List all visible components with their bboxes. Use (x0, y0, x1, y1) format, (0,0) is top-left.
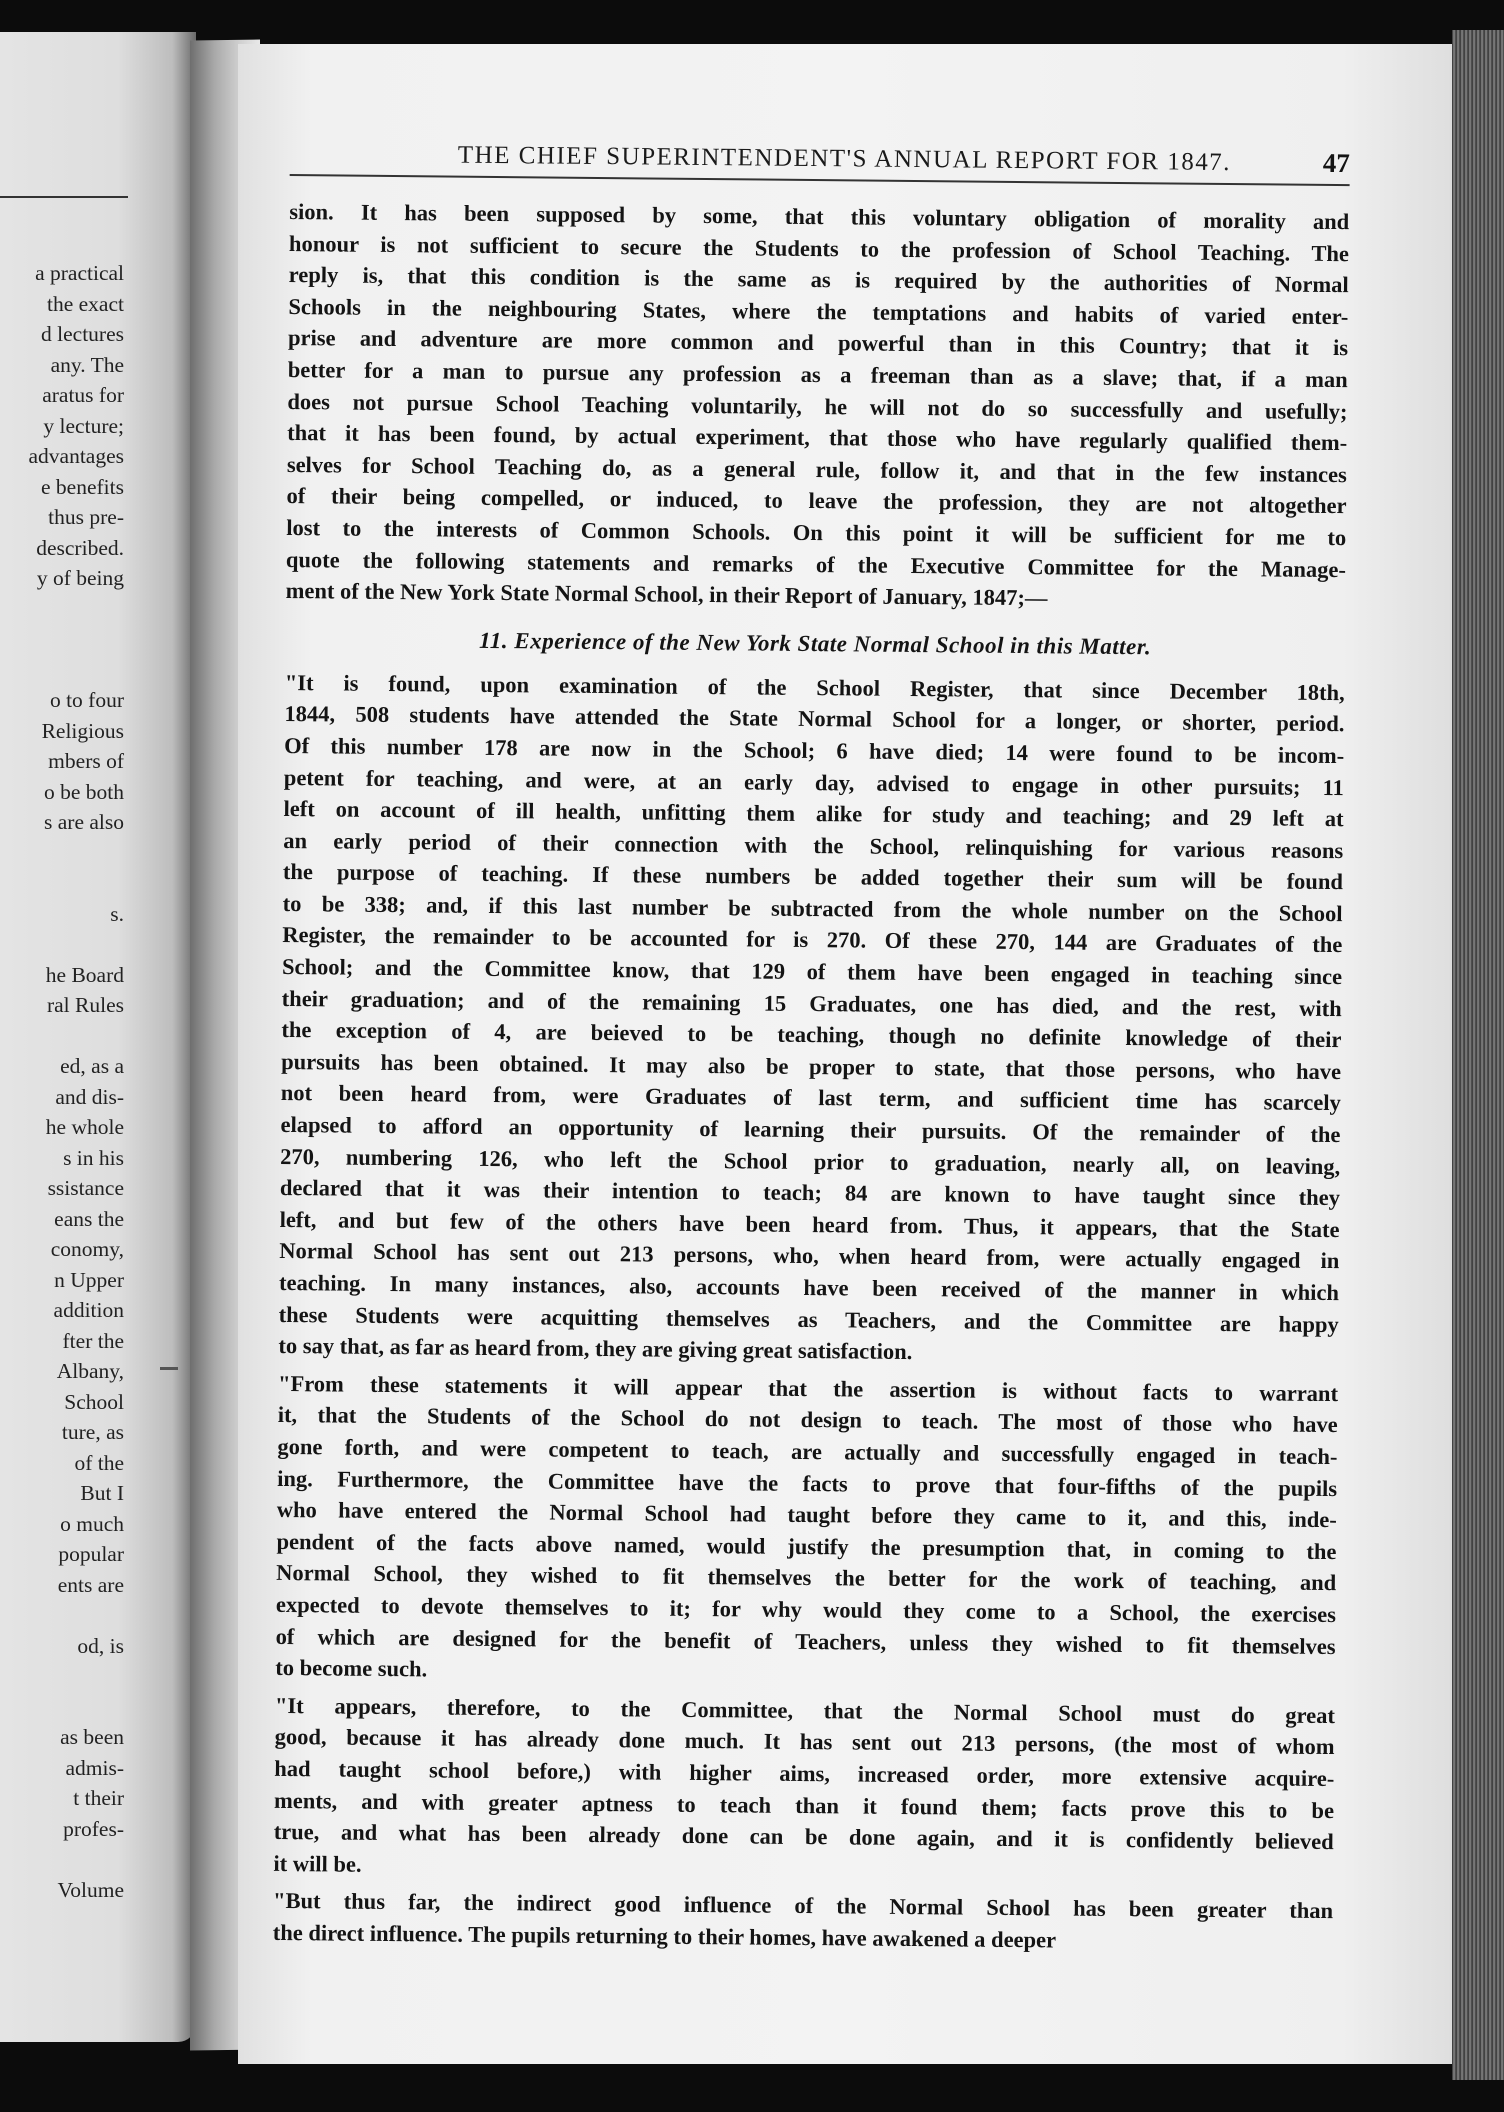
left-page-line: Religious (41, 718, 124, 743)
left-page-line: popular (58, 1542, 124, 1566)
paragraph-committee-conclusion (273, 1690, 1335, 1890)
left-page-line: aratus for (42, 383, 124, 407)
text-line: elapsed to afford an opportunity of learning their pursuits. Of the remainder of the (280, 1111, 1341, 1148)
text-line: 270, numbering 126, who left the School prior to graduation, nearly all, on leaving, (280, 1143, 1341, 1179)
text-line: the purpose of teaching. If these numbers be added together their sum will be found (282, 859, 1344, 895)
left-page-line (0, 1600, 124, 1631)
text-line: "It is found, upon examination of the School Register, that since December 18th, (284, 669, 1345, 705)
paragraph-statements (275, 1368, 1338, 1694)
left-page-line: School (64, 1389, 124, 1414)
page-content (273, 140, 1350, 1959)
left-page-line: s are also (44, 810, 124, 834)
left-page-line (0, 1021, 124, 1052)
text-line: to say that, as far as heard from, they are giving great satisfaction. (278, 1333, 913, 1365)
left-page-line: ssistance (47, 1176, 124, 1200)
left-page-line: fter the (62, 1328, 124, 1353)
left-page-line (0, 868, 124, 899)
left-page-line: d lectures (41, 322, 124, 346)
text-line: to be 338; and, if this last number be subtracted from the whole number on the School (282, 890, 1343, 927)
text-line: ments, and with greater aptness to teach than it found them; facts prove this to be (273, 1787, 1335, 1823)
text-line: prise and adventure are more common and powerful than in this Country; that it is (287, 325, 1349, 361)
text-line: Schools in the neighbouring States, where the temptations and habits of varied enter- (288, 293, 1349, 329)
text-line: of their being compelled, or induced, to leave the profession, they are not altogether (286, 483, 1347, 519)
text-line: had taught school before,) with higher aims, increased order, more extensive acquire- (274, 1755, 1335, 1792)
page-number: 47 (1322, 147, 1350, 179)
left-page-line: But I (80, 1481, 124, 1505)
left-page-line: ed, as a (60, 1054, 124, 1078)
body-text (273, 196, 1350, 1959)
paragraph-indirect-influence (273, 1885, 1334, 1958)
left-page-line: o much (60, 1511, 124, 1536)
left-page-line (0, 838, 124, 869)
text-line: an early period of their connection with the School, relinquishing for various reasons (283, 827, 1344, 863)
text-line: that it has been found, by actual experiment, that those who have regularly qualified them- (287, 420, 1348, 456)
left-page-header-rule (0, 196, 128, 198)
text-line: who have entered the Normal School had taught before they came to it, and this, inde- (276, 1497, 1337, 1533)
text-line: pursuits has been obtained. It may also be proper to state, that those persons, who have (281, 1048, 1342, 1084)
left-page-line: o be both (43, 779, 124, 804)
text-line: the exception of 4, are beieved to be teaching, though no definite knowledge of their (281, 1017, 1342, 1053)
left-page-line: of the (74, 1450, 124, 1475)
text-line: the direct influence. The pupils returning to their homes, have awakened a deeper (272, 1919, 1057, 1953)
text-line: quote the following statements and remarks of the Executive Committee for the Manage- (285, 546, 1347, 582)
section-heading: 11. Experience of the New York State Normal School in this Matter. (478, 627, 1152, 660)
left-page-line: a practical (35, 261, 124, 285)
left-page-line: addition (53, 1298, 124, 1322)
left-page-line: ral Rules (46, 993, 124, 1017)
left-page-margin-mark (160, 1367, 178, 1370)
left-page-line: thus pre- (48, 505, 124, 529)
text-line: 1844, 508 students have attended the State Normal School for a longer, or shorter, period. (284, 701, 1345, 737)
left-page-line: t their (73, 1786, 124, 1810)
left-page-line (0, 624, 124, 655)
left-page-line: y lecture; (43, 413, 124, 438)
text-line: teaching. In many instances, also, accounts have been received of the manner in which (278, 1269, 1340, 1306)
text-line: ment of the New York State Normal School, in their Report of January, 1847;— (285, 578, 1048, 611)
text-line: lost to the interests of Common Schools. On this point it will be sufficient for me to (286, 514, 1347, 551)
text-line: does not pursue School Teaching voluntarily, he will not do so successfully and usefully; (287, 388, 1348, 424)
left-page-line: Volume (57, 1877, 124, 1902)
text-line: reply is, that this condition is the same as is required by the authorities of Normal (288, 262, 1349, 298)
text-line: not been heard from, were Graduates of last term, and sufficient time has scarcely (280, 1080, 1341, 1116)
left-page-line: he Board (45, 962, 124, 987)
text-line: their graduation; and of the remaining 15 Graduates, one has died, and the rest, with (281, 985, 1342, 1021)
paragraph-continuation (286, 196, 1350, 617)
left-page-line (0, 655, 124, 686)
left-page-line: o to four (49, 688, 124, 712)
left-page-line: mbers of (48, 749, 124, 773)
left-page-line: e benefits (41, 474, 124, 499)
text-line: selves for School Teaching do, as a general rule, follow it, and that in the few instances (286, 451, 1347, 487)
text-line: expected to devote themselves to it; for why would they come to a School, the exercises (275, 1591, 1337, 1628)
text-line: "It appears, therefore, to the Committee, that the Normal School must do great (274, 1692, 1336, 1728)
text-line: "But thus far, the indirect good influence of the Normal School has been greater than (272, 1888, 1334, 1924)
left-page-line: as been (60, 1725, 124, 1749)
text-line: these Students were acquitting themselves as Teachers, and the Committee are happy (278, 1301, 1339, 1337)
text-line: Normal School has sent out 213 persons, who, when heard from, were actually engaged in (279, 1238, 1340, 1274)
left-page-line: s in his (63, 1145, 124, 1170)
text-line: petent for teaching, and were, at an early day, advised to engage in other pursuits; 11 (283, 764, 1344, 800)
text-line: honour is not sufficient to secure the Students to the profession of School Teaching. The (288, 230, 1350, 266)
text-line: good, because it has already done much. It has sent out 213 persons, (the most of whom (274, 1724, 1335, 1760)
text-line: declared that it was their intention to teach; 84 are known to have taught since they (279, 1175, 1341, 1211)
left-page-line: described. (36, 535, 124, 560)
text-line: Register, the remainder to be accounted for is 270. Of these 270, 144 are Graduates of the (282, 922, 1343, 958)
text-line: sion. It has been supposed by some, that this voluntary obligation of morality and (289, 198, 1350, 235)
left-page-line: advantages (28, 444, 124, 468)
left-page-line (0, 1661, 124, 1692)
left-page-line (0, 1844, 124, 1875)
text-line: "From these statements it will appear that the assertion is without facts to warrant (277, 1370, 1339, 1406)
text-line: true, and what has been already done can be done again, and it is confidently believed (273, 1819, 1334, 1855)
left-page-line: conomy, (50, 1237, 124, 1261)
left-page-line: ents are (57, 1572, 124, 1597)
left-page-line: eans the (54, 1206, 124, 1231)
left-page-line: profes- (63, 1816, 124, 1841)
left-page-line: and dis- (55, 1084, 124, 1109)
left-page-line: n Upper (54, 1267, 124, 1292)
text-line: to become such. (275, 1655, 428, 1682)
text-line: it will be. (273, 1850, 362, 1877)
left-page-line: y of being (36, 566, 124, 590)
left-page-line (0, 1692, 124, 1723)
left-page-line: any. The (50, 352, 124, 377)
left-page-line (0, 929, 124, 960)
text-line: it, that the Students of the School do not design to teach. The most of those who have (277, 1402, 1338, 1438)
text-line: gone forth, and were competent to teach, are actually and successfully engaged in teach- (277, 1433, 1338, 1470)
left-page-line: admis- (65, 1755, 124, 1780)
text-line: Of this number 178 are now in the School; 6 have died; 14 were found to be incom- (284, 732, 1345, 769)
paragraph-register-statistics (278, 667, 1345, 1372)
text-line: better for a man to pursue any profession as a freeman than as a slave; that, if a man (287, 356, 1348, 393)
running-head: THE CHIEF SUPERINTENDENT'S ANNUAL REPORT FOR 1847. (457, 141, 1232, 177)
left-page-line (0, 594, 124, 625)
left-page-line: od, is (77, 1633, 124, 1658)
left-page-line: he whole (45, 1115, 124, 1139)
left-page-line: ture, as (61, 1420, 124, 1444)
left-page-text (0, 258, 124, 1905)
left-page-line: Albany, (56, 1359, 124, 1383)
page-block-edge (1452, 30, 1504, 2080)
text-line: left on account of ill health, unfitting them alike for study and teaching; and 29 left at (283, 796, 1344, 832)
left-facing-page (0, 32, 196, 2042)
text-line: of which are designed for the benefit of Teachers, unless they wished to fit themselves (275, 1623, 1336, 1659)
left-page-line: the exact (47, 291, 124, 316)
text-line: ing. Furthermore, the Committee have the facts to prove that four-fifths of the pupils (277, 1465, 1338, 1501)
text-line: left, and but few of the others have been heard from. Thus, it appears, that the State (279, 1206, 1340, 1242)
text-line: pendent of the facts above named, would justify the presumption that, in coming to the (276, 1528, 1337, 1564)
left-page-line: s. (110, 901, 124, 926)
text-line: Normal School, they wished to fit themselves the better for the work of teaching, and (276, 1560, 1337, 1596)
text-line: School; and the Committee know, that 129 of them have been engaged in teaching since (281, 954, 1343, 990)
